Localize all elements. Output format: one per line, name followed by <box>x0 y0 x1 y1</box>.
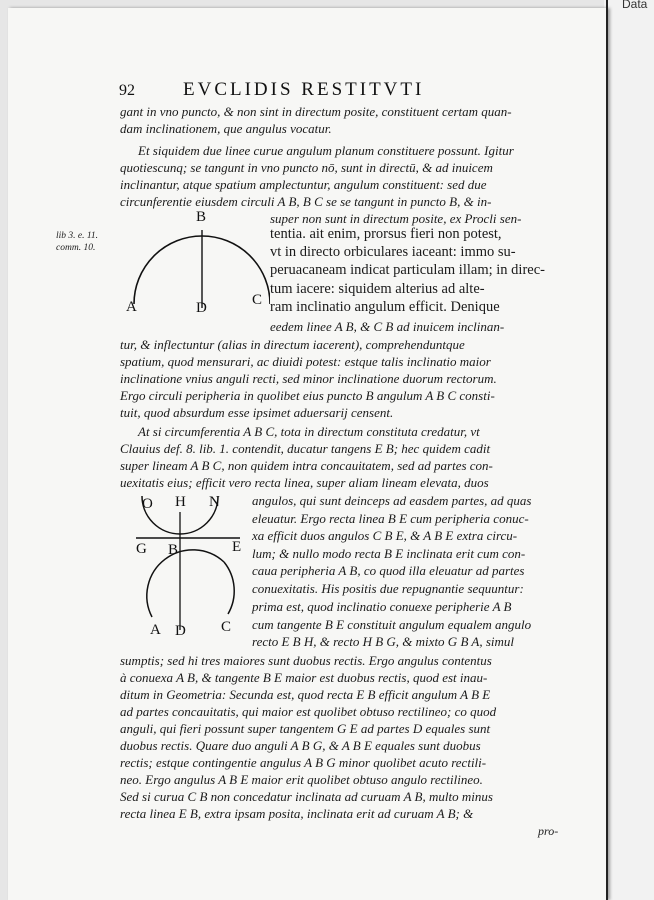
text-line: ad partes concauitatis, qui maior est quolibet obtuso rectilineo; co quod <box>120 704 497 719</box>
fig1-label-c: C <box>252 292 263 308</box>
text-line: eleuatur. Ergo recta linea B E cum peripheria conuc- <box>252 511 529 526</box>
fig2-label-d: D <box>175 623 186 639</box>
text-line: uexitatis eius; efficit vero recta linea, super aliam lineam elevata, duos <box>120 475 489 490</box>
margin-note-line: lib 3. e. 11. <box>56 231 99 241</box>
catchword: pro- <box>538 824 559 838</box>
text-line: peruacaneam indicat particulam illam; in direc- <box>270 262 545 278</box>
figure-semicircle-drawing <box>120 209 270 322</box>
text-line: super non sunt in directum posite, ex Procli sen- <box>270 211 522 226</box>
text-line: anguli, qui fieri possunt super tangentem G E ad partes D equales sunt <box>120 721 491 736</box>
text-line: prima est, quod inclinatio conuexe peripherie A B <box>252 599 512 614</box>
text-line: sumptis; sed hi tres maiores sunt duobus rectis. Ergo angulus contentus <box>120 653 492 668</box>
lower-circle-right <box>224 562 234 614</box>
facing-page-gutter <box>604 0 654 900</box>
text-line: inclinatione vnius anguli recti, sed minor inclinatione duorum rectorum. <box>120 371 497 386</box>
fig1-label-d: D <box>196 300 207 316</box>
text-line: cum tangente B E constituit angulum equalem angulo <box>252 617 532 632</box>
text-line: inclinantur, atque spatium amplectuntur, angulum constituent: sed due <box>120 177 487 192</box>
figure-tangent-drawing <box>132 492 252 642</box>
fig2-label-h: H <box>175 494 186 510</box>
fig2-label-n: N <box>209 494 220 510</box>
text-line: rectis; estque contingentie angulus A B G minor quolibet acuto rectili- <box>120 755 487 770</box>
running-title: EVCLIDIS RESTITVTI <box>183 79 425 100</box>
fig2-label-e: E <box>232 539 242 555</box>
text-line: à conuexa A B, & tangente B E maior est duobus rectis, quod est inau- <box>120 670 488 685</box>
text-line: neo. Ergo angulus A B E maior erit quolibet obtuso angulo rectilineo. <box>120 772 483 787</box>
text-line: caua peripheria A B, co quod illa eleuatur ad partes <box>252 563 525 578</box>
text-line: Sed si curua C B non concedatur inclinata ad curuam A B, multo minus <box>120 789 493 804</box>
margin-note-line: comm. 10. <box>56 243 96 253</box>
fig1-label-b: B <box>196 209 207 225</box>
corner-tag: Data <box>622 0 648 11</box>
text-line: recto E B H, & recto H B G, & mixto G B A, simul <box>252 634 515 649</box>
text-line: super lineam A B C, non quidem intra concauitatem, sed ad partes con- <box>120 458 493 473</box>
text-line: gant in vno puncto, & non sint in directum posite, constituent certam quan- <box>120 104 512 119</box>
figure-semicircle <box>120 209 270 322</box>
text-line: duobus rectis. Quare duo anguli A B G, & A B E equales sunt duobus <box>120 738 481 753</box>
binding-edge <box>606 0 608 900</box>
text-line: dam inclinationem, que angulus vocatur. <box>120 121 332 136</box>
fig2-label-a: A <box>150 622 161 638</box>
fig2-label-c: C <box>221 619 232 635</box>
text-line: tuit, quod absurdum esse ipsimet aduersarij censent. <box>120 405 394 420</box>
text-line: Clauius def. 8. lib. 1. contendit, ducatur tangens E B; hec quidem cadit <box>120 441 491 456</box>
text-line: tum iacere: siquidem alterius ad alte- <box>270 281 485 297</box>
lower-circle-left <box>147 550 224 617</box>
text-line: ram inclinatio angulum efficit. Denique <box>270 299 500 315</box>
text-line: tur, & inflectuntur (alias in directum iacerent), comprehenduntque <box>120 337 465 352</box>
text-line: Ergo circuli peripheria in quolibet eius puncto B angulum A B C consti- <box>120 388 495 403</box>
fig1-label-a: A <box>126 299 137 315</box>
text-line: angulos, qui sunt deinceps ad easdem partes, ad quas <box>252 493 532 508</box>
text-line: lum; & nullo modo recta B E inclinata erit cum con- <box>252 546 526 561</box>
text-line: Et siquidem due linee curue angulum planum constituere possunt. Igitur <box>138 143 514 158</box>
fig2-label-o: O <box>142 496 153 512</box>
text-line: spatium, quod mensurari, ac diuidi potest: estque talis inclinatio maior <box>120 354 491 369</box>
text-line: recta linea E B, extra ipsam posita, inclinata erit ad curuam A B; & <box>120 806 474 821</box>
figure-tangent-circle <box>132 492 252 642</box>
text-line: vt in directo orbiculares iaceant: immo su- <box>270 244 516 260</box>
text-line: ditum in Geometria: Secunda est, quod recta E B efficit angulum A B E <box>120 687 491 702</box>
text-line: xa efficit duos angulos C B E, & A B E extra circu- <box>252 528 518 543</box>
text-line: At si circumferentia A B C, tota in directum constituta credatur, vt <box>138 424 480 439</box>
fig2-label-b: B <box>168 542 179 558</box>
text-line: conuexitatis. His positis due repugnantie sequuntur: <box>252 581 524 596</box>
text-line: circunferentie eiusdem circuli A B, B C se se tangunt in puncto B, & in- <box>120 194 492 209</box>
text-line: quotiescunq; se tangunt in vno puncto nō, sunt in directū, & ad inuicem <box>120 160 493 175</box>
text-line: tentia. ait enim, prorsus fieri non potest, <box>270 226 502 242</box>
fig2-label-g: G <box>136 541 147 557</box>
text-line: eedem linee A B, & C B ad inuicem inclinan- <box>270 319 505 334</box>
page-number: 92 <box>119 82 135 99</box>
